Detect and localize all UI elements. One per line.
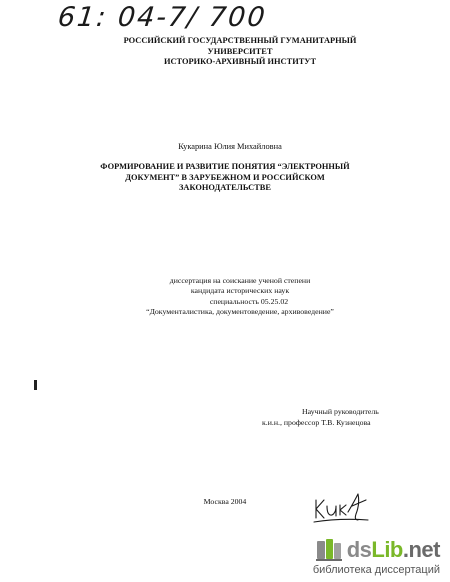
supervisor-name: к.и.н., профессор Т.В. Кузнецова [262, 418, 371, 427]
institution-line-1: РОССИЙСКИЙ ГОСУДАРСТВЕННЫЙ ГУМАНИТАРНЫЙ [123, 36, 357, 45]
watermark-logo-text [347, 537, 440, 563]
signature-icon [310, 488, 370, 524]
dslib-logo-icon [315, 537, 343, 563]
title-line-2: ДОКУМЕНТ” В ЗАРУБЕЖНОМ И РОССИЙСКОМ [125, 172, 325, 182]
degree-line-3: специальность 05.25.02 [209, 296, 289, 306]
watermark-logo-net: .net [402, 537, 440, 562]
watermark-logo-ds: ds [346, 537, 372, 562]
dissertation-title [60, 162, 390, 194]
handwritten-registry-number: 61: 04-7/ 700 [56, 2, 269, 33]
degree-line-4: “Документалистика, документоведение, архивоведение” [146, 307, 334, 317]
degree-line-2: кандидата исторических наук [190, 286, 290, 296]
dslib-watermark [313, 537, 440, 576]
institution-line-3: ИСТОРИКО-АРХИВНЫЙ ИНСТИТУТ [163, 57, 317, 67]
watermark-subtitle: библиотека диссертаций [312, 564, 440, 576]
title-line-1: ФОРМИРОВАНИЕ И РАЗВИТИЕ ПОНЯТИЯ “ЭЛЕКТРОННЫЙ [100, 162, 350, 171]
city-year: Москва 2004 [203, 497, 247, 506]
degree-info [60, 276, 420, 318]
title-line-3: ЗАКОНОДАТЕЛЬСТВЕ [179, 183, 271, 193]
watermark-logo-lib: Lib [371, 537, 403, 562]
institution-block [90, 36, 390, 68]
institution-line-2: УНИВЕРСИТЕТ [207, 46, 273, 56]
supervisor-block [262, 406, 432, 428]
degree-line-1: диссертация на соискание ученой степени [169, 276, 311, 285]
supervisor-label: Научный руководитель [302, 407, 379, 416]
watermark-logo-row [313, 537, 440, 563]
author-name: Кукарина Юлия Михайловна [178, 142, 282, 151]
scan-mark [34, 380, 37, 390]
